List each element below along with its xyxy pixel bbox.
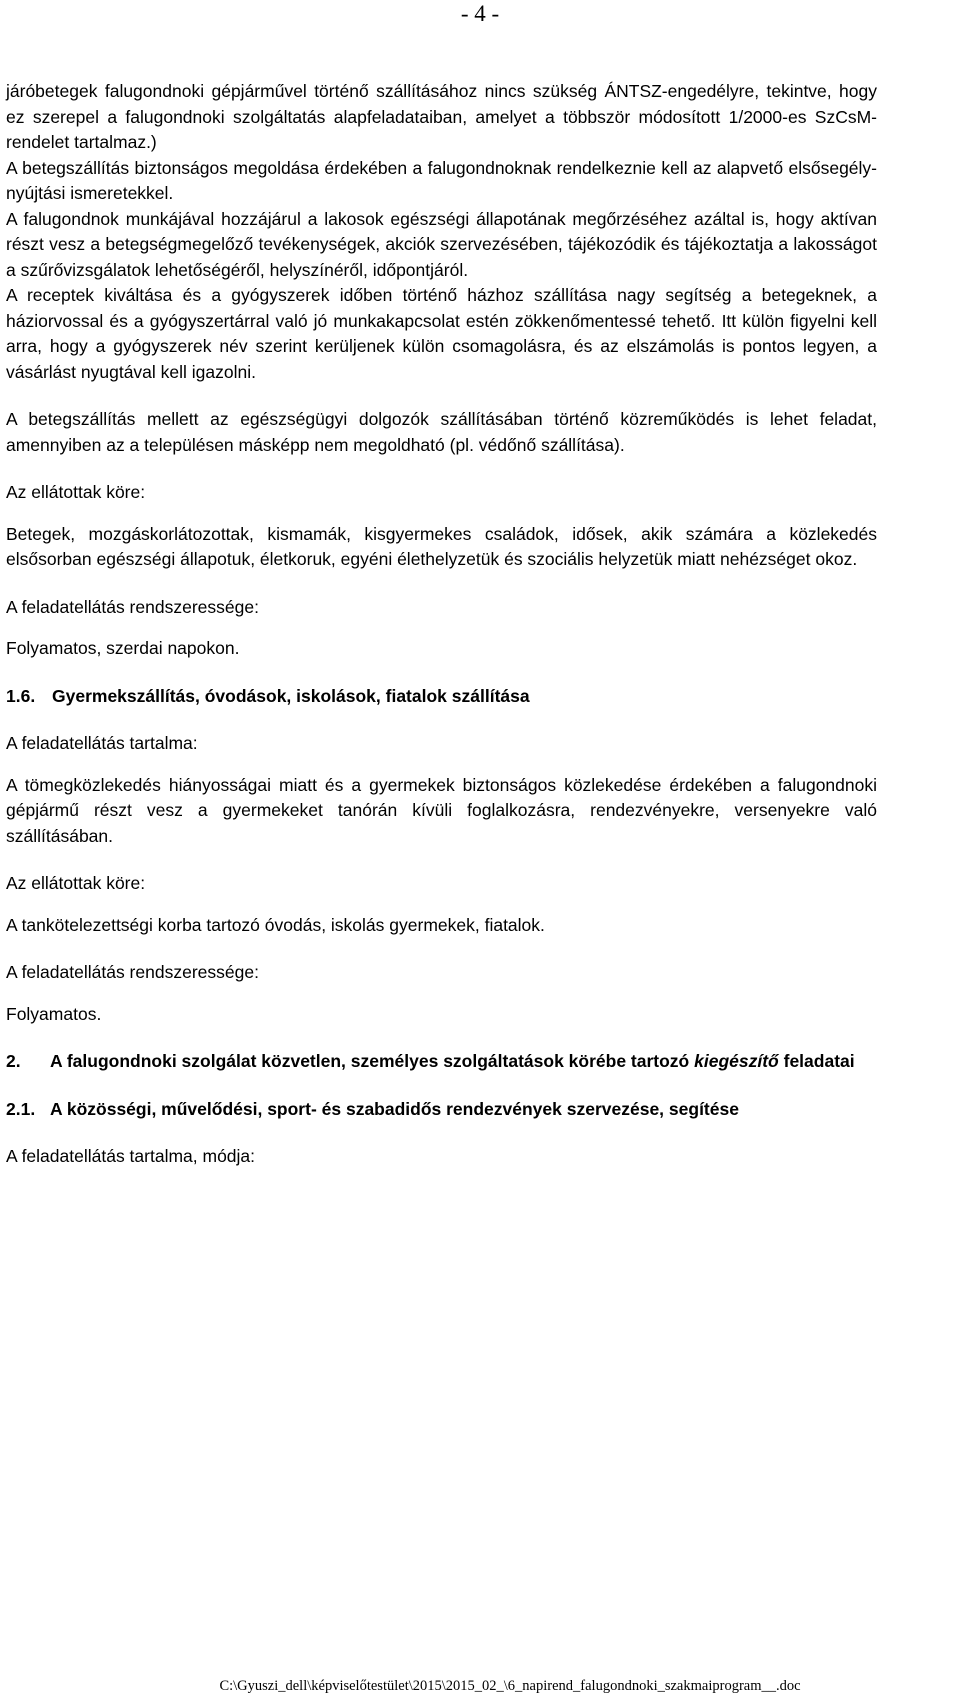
paragraph: A tömegközlekedés hiányosságai miatt és a gyermekek biztonságos közlekedése érdekében a falugondnoki gépjármű részt vesz a gyermekeket tanórán kívüli foglalkozásra, rendezvényekre, versenyekre való szállításában. [6, 774, 877, 846]
paragraph: A tankötelezettségi korba tartozó óvodás, iskolás gyermekek, fiatalok. [6, 914, 545, 935]
heading-text: Gyermekszállítás, óvodások, iskolások, fiatalok szállítása [52, 685, 530, 706]
paragraph: A receptek kiváltása és a gyógyszerek időben történő házhoz szállítása nagy segítség a betegeknek, a háziorvossal és a gyógyszertárral való jó munkakapcsolat estén zökkenőmentessé tehető. Itt külön figyelni kell arra, hogy a gyógyszerek név szerint kerüljenek külön csomagolásra, és az elszámolás is pontos legyen, a vásárlást nyugtával kell igazolni. [6, 285, 877, 382]
section-heading-1-6 [6, 684, 877, 710]
page-number: - 4 - [460, 1, 500, 26]
heading-number: 1.6. [6, 685, 36, 706]
section-heading-2 [6, 1049, 877, 1075]
section-label: Az ellátottak köre: [6, 482, 146, 502]
section-label: A feladatellátás rendszeressége: [6, 962, 259, 982]
paragraph: Betegek, mozgáskorlátozottak, kismamák, kisgyermekes családok, idősek, akik számára a közlekedés elsősorban egészségi állapotuk, életkoruk, egyéni élethelyzetük és szociális helyzetük miatt nehézséget okoz. [6, 523, 877, 569]
paragraph: Folyamatos, szerdai napokon. [6, 638, 240, 658]
section-label: Az ellátottak köre: [6, 873, 146, 893]
paragraph: A falugondnok munkájával hozzájárul a lakosok egészségi állapotának megőrzéséhez azáltal is, hogy aktívan részt vesz a betegségmegelőző tevékenységek, akciók szervezésében, tájékozódik és tájékoztatja a lakosságot a szűrővizsgálatok lehetőségéről, helyszínéről, időpontjáról. [6, 208, 877, 280]
heading-number: 2. [6, 1051, 21, 1071]
document-body [6, 79, 877, 1170]
heading-text: A falugondnoki szolgálat közvetlen, személyes szolgáltatások körébe tartozó kiegészítő feladatai [50, 1051, 855, 1071]
section-label: A feladatellátás tartalma, módja: [6, 1146, 256, 1166]
section-label: A feladatellátás tartalma: [6, 733, 198, 753]
paragraph: Folyamatos. [6, 1003, 102, 1024]
footer-file-path: C:\Gyuszi_dell\képviselőtestület\2015\2015_02_\6_napirend_falugondnoki_szakmaiprogram__.doc [219, 1678, 801, 1694]
heading-text: A közösségi, művelődési, sport- és szabadidős rendezvények szervezése, segítése [50, 1098, 739, 1119]
paragraph: A betegszállítás mellett az egészségügyi dolgozók szállításában történő közreműködés is lehet feladat, amennyiben az a településen másképp nem megoldható (pl. védőnő szállítása). [6, 409, 877, 455]
paragraph: A betegszállítás biztonságos megoldása érdekében a falugondnoknak rendelkeznie kell az alapvető elsősegély-nyújtási ismeretekkel. [6, 157, 877, 203]
heading-number: 2.1. [6, 1098, 36, 1119]
heading-emphasis: kiegészítő [694, 1051, 779, 1071]
paragraph: járóbetegek falugondnoki gépjárművel történő szállításához nincs szükség ÁNTSZ-engedélyre, tekintve, hogy ez szerepel a falugondnoki szolgáltatás alapfeladataiban, amelyet a többször módosított 1/2000-es SzCsM-rendelet tartalmaz.) [6, 81, 877, 152]
section-label: A feladatellátás rendszeressége: [6, 596, 259, 617]
section-heading-2-1 [6, 1097, 877, 1123]
